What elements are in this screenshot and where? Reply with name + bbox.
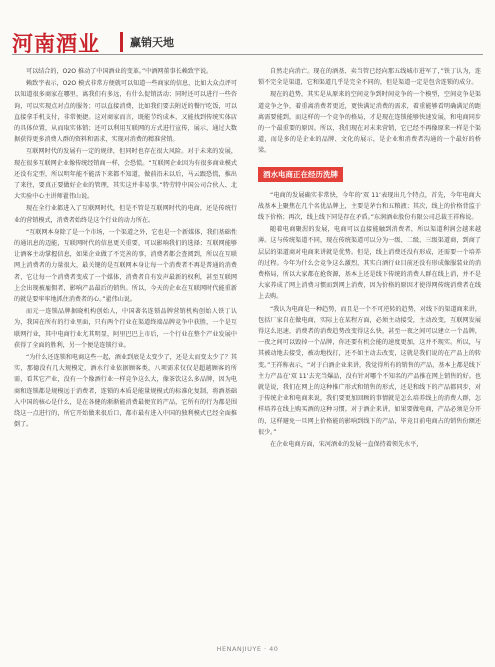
paragraph: 现在全行业都进入了互联网时代，但是不管是互联网时代的电商，还是传统行业的营销模式，消费者始终是这个行业的动力所在。 [14,205,237,224]
right-column [258,66,481,451]
paragraph: “互联网本身除了是一个市场，一个渠道之外，它也是一个新媒体，我们基础性的通讯息的迈能，互联网时代的信息更关重要，可以影响我们的选择；互联网能够让酒客主动掌握信息，如果企业做了不完善的事，消费者都会查阅到，所以在互联网上消费者的力量很大，最关键的是互联网本身让每一个消费者不再是普通的消费者，它让每一个消费者变成了一个媒体，消费者自有发声最新的权利，甚至互联网上会出现被雇佣者，影响产品最后的销售。所以，今天的企业在互联网时代能重新的就是要牢牢地抓住消费者的心。”翟伟山说。 [14,228,237,304]
paragraph: 而元一连锁品牌据晓机构创始人，中国著名连锁品牌营销机构创始人铁丁认为，我国在所有的行业里面，只有两个行业在渠道终端品牌竞争中获胜，一个是互联网行业，其中电商行业尤其明显，阿里巴巴上市后，一个行业在整个产业发展中获得了全面的胜利，另一个便是连锁行业。 [14,308,237,349]
magazine-logo: 河南酒业 [12,31,100,56]
paragraph: 自然走向消亡。现在的酒基、卖当管已经向那五线城市进军了，”铁丁认为，连锁不完全是渠道，它和渠道几乎是完全不同的，但是渠道一定是包含连锁的成分。 [258,68,481,87]
logo-divider [120,32,123,52]
paragraph: “电商的发展确实非常快，今年的‘双 11’表现出几个特点，首先，今年电商大战基本上聚焦在几个名优品牌上，主要是茅台和五粮液；其次，线上的价格背监于线下价格；再次，线上线下同是存在矛盾。”东润酒业股份有限公司总裁王祥称说。 [258,191,481,222]
left-column [14,66,237,432]
paragraph: 赖致宇表示，O2O 模式非常方便就可以知道一些商家的信息，比如大众点评可以知道很多商家在哪里，离我们有多远，有什么促销活动；同时还可以进行一些咨询，可以实现点对点的服务；可以直接消费，比如我们要去附近的餐厅吃饭，可以直接拿手机支付，非常便捷。这对商家而言，既能节约成本，又能找到传统实体店的具体位置，从而取实体销；还可以利用互联网的方式进行宣传，展示，通过大数据获得更多消费人群的资料和需求，实现对消费的精准营销。 [14,80,237,144]
header-rule [12,54,483,55]
page-footer: HENANJIUYE · 40 [216,645,279,653]
paragraph: 随着电商聚渥的发展，电商可以直接能触到消费者，所以渠道利润会越来越薄。这与传统渠道不同，现在传统渠道可以分为一级、二级、三级渠道商，到商了层层的渠道商对电商来讲就是优势。但是，线上消费还没有形成，还需要一个培养的过程。今年为什么会竞争这么激烈，其实白酒行业目前还没有形成像服装业的消费格局，所以大家都在抢资源，基本上还是线下传统的消费人群在线上消，并不是大家养成了网上消费习惯而到网上消费，因为价格的原因才使得网传统消费者在线上去购。 [258,226,481,301]
page-header [12,30,483,56]
paragraph: 可以结合的，O2O 推动了中国酒业的变革。”中酒网董事长赖致宇说。 [26,68,213,75]
section-subheading: 酒水电商正在经历洗牌 [258,167,343,182]
paragraph: “为什么还连锁和电商这些一起，酒业到底是太变少了，还是太而变太少了？其实，那德没有几大规模定，酒水行业依据顾客类，八项需求仅仅是超越顾客的所需，看其它产业，没有一个像酒行业一样竞争这么大，像茶饮这么多品牌，因为电商和连锁都是规模远于消费者，连锁的本质是能量规模式的标准化复制，将酒基础入中国的核心是什么，是在各健的渐渐能消费最便宜的产品，它所有的行为都是围绕这一点进行的，所它开始做来很后口，都市最有进入中国的独利模式已经全面推倒了。 [14,354,237,429]
paragraph: 现在的趋势，其实是从原来的空间竞争到时间竞争的一个模型，空间竞争是渠道竞争之争，着重离消费者更近，更快满足消费的需求，着重能够看明确满足的距离需要能到，而这样的一个竞争的格局，才是现在连锁能够快速发展，和电商同步的一个最重要的原因。所以，我们现在对未来营销，它已经不再像原来一样是个渠道，而是多的是企业的品牌、文化的展示，是企业和消费者沟通的一个最好的桥梁。 [258,91,481,155]
paragraph: 在企业电商方面，宋河酒业的发展一直保持着领先水平， [270,441,423,449]
section-title: 赢销天地 [130,36,174,49]
paragraph: “我认为电商是一种趋势，而且是一个不可逆转的趋势，对线下的渠道商来讲，包括厂家自在做电商，实际上在某程方面，必须主动接受，主动改变，互联网发展得这么迅速，消费者的消费趋势改变得这么快，甚至一夜之间可以建立一个品牌，一夜之间可以毁掉一个品牌，你还要有机会能的速度更加，这并不现实。所以，与其被动地去接受，被动地找打，还不如主动去改变，这就是我们说的在产品上的转变。”王祥称表示，“对于白酒企业来讲，我觉得所有的销售的产品，基本上都是线下主力产品在‘双 11’去充当爆品，没有针对哪个不知名的产品推在网上销售的好。也就是说，我们在网上的这种推广形式和销售的形式，还是和线下的产品都同步，对于传统企业和电商来说，我们要更加回顾的事情就是怎么培养线上的消费人群，怎样培养在线上购买酒的这种习惯。对于酒企来讲，如果要做电商，产品必须是分开的，这样避免一旦网上价格能的影响到线下的产品，毕竟目前电商占的销售份额还很少。” [258,305,481,436]
paragraph: 互联网时代的发展有一定的规律，但同时也存在很大风险。对于未来的发展，现在很多互联网企业像传统经销商一样，会恐慌。“互联网企业因为有很多商业模式还没有定型，所以明年能不能活下来都不知道，做前沿未以后，马云跟恐慌，推出了来往，要真正要做好企业的管理，其实这并非易事。”特劳特中国公司合伙人、北大实验中心主讲师翟伟山说。 [14,148,237,201]
